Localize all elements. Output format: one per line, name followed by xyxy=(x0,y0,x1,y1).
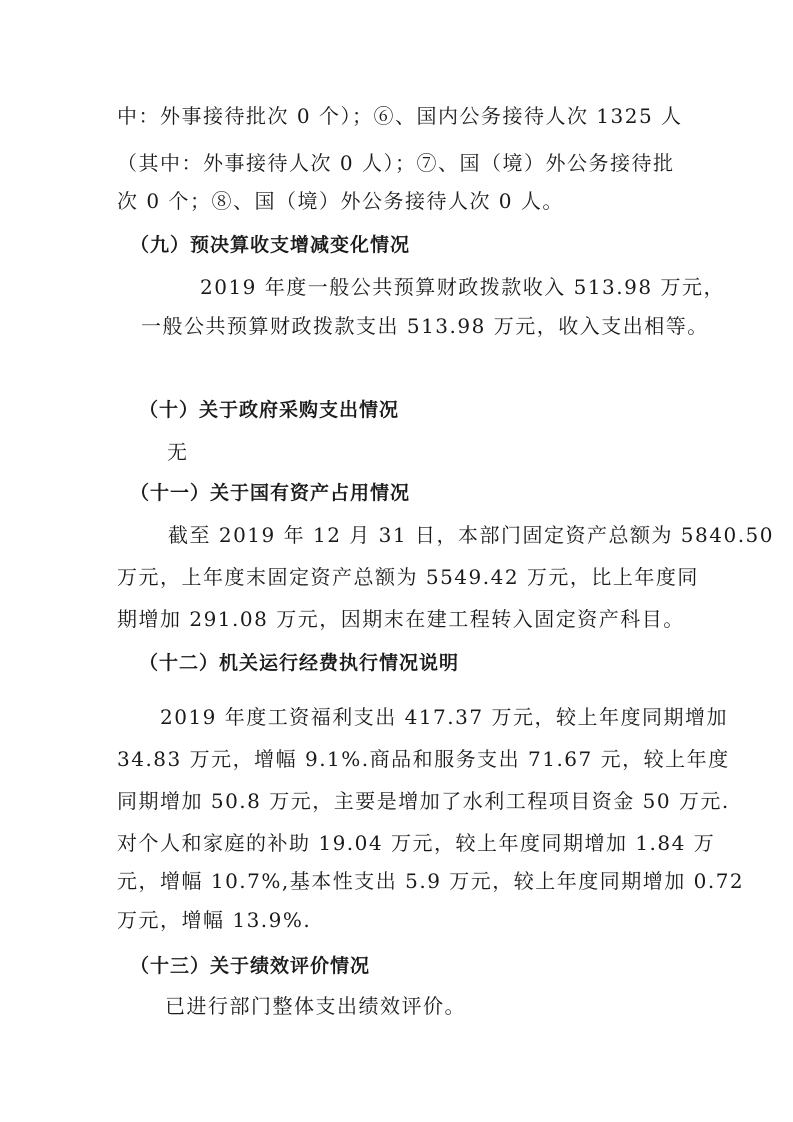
text-line: 2019 年度一般公共预算财政拨款收入 513.98 万元， xyxy=(200,275,725,299)
text-line: 一般公共预算财政拨款支出 513.98 万元，收入支出相等。 xyxy=(141,314,709,338)
text-line: 同期增加 50.8 万元，主要是增加了水利工程项目资金 50 万元. xyxy=(117,789,730,813)
text-line: 对个人和家庭的补助 19.04 万元，较上年度同期增加 1.84 万 xyxy=(117,831,716,855)
text-line: 期增加 291.08 万元，因期末在建工程转入固定资产科目。 xyxy=(117,607,685,631)
text-line: 万元，增幅 13.9%. xyxy=(117,908,312,932)
section-heading-10: （十）关于政府采购支出情况 xyxy=(139,399,400,421)
text-line: 34.83 万元，增幅 9.1%.商品和服务支出 71.67 元，较上年度 xyxy=(117,747,730,771)
section-heading-9: （九）预决算收支增减变化情况 xyxy=(130,234,411,256)
section-10-text: 无 xyxy=(167,440,189,464)
text-line: 截至 2019 年 12 月 31 日，本部门固定资产总额为 5840.50 xyxy=(168,523,775,547)
section-heading-13: （十三）关于绩效评价情况 xyxy=(130,955,371,977)
text-line: 元，增幅 10.7%,基本性支出 5.9 万元，较上年度同期增加 0.72 xyxy=(117,869,745,893)
text-line: 2019 年度工资福利支出 417.37 万元，较上年度同期增加 xyxy=(160,705,728,729)
text-line: 中：外事接待批次 0 个）；⑥、国内公务接待人次 1325 人 xyxy=(117,104,683,128)
section-heading-12: （十二）机关运行经费执行情况说明 xyxy=(139,652,460,674)
text-line: 次 0 个；⑧、国（境）外公务接待人次 0 人。 xyxy=(117,189,564,213)
text-line: （其中：外事接待人次 0 人）；⑦、国（境）外公务接待批 xyxy=(117,151,675,175)
section-13-text: 已进行部门整体支出绩效评价。 xyxy=(165,994,466,1018)
text-line: 万元，上年度末固定资产总额为 5549.42 万元，比上年度同 xyxy=(117,565,699,589)
section-heading-11: （十一）关于国有资产占用情况 xyxy=(130,482,411,504)
